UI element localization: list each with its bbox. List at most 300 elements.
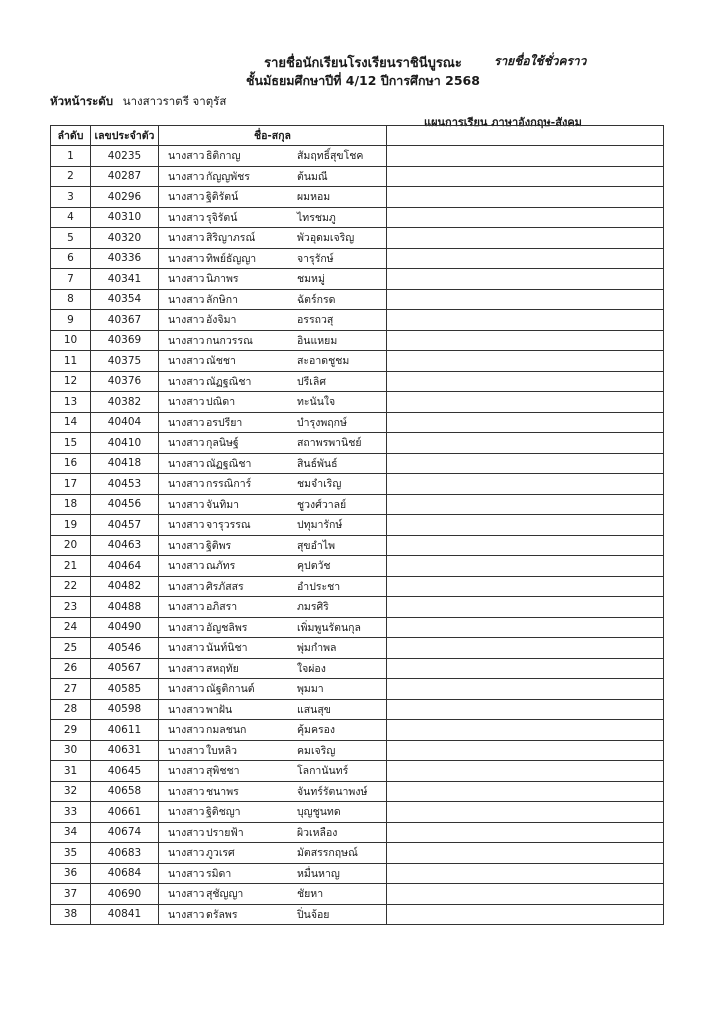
table-row [51, 638, 664, 659]
blank-cell [387, 248, 664, 269]
row-number: 18 [51, 494, 91, 515]
row-number: 30 [51, 740, 91, 761]
name-title: นางสาว [168, 908, 205, 921]
last-name: ชัยหา [297, 888, 324, 901]
name-title: นางสาว [168, 621, 205, 634]
first-name: ดรัลพร [206, 908, 238, 921]
blank-cell [387, 351, 664, 372]
row-number: 25 [51, 638, 91, 659]
student-id: 40546 [91, 638, 159, 659]
first-name: ใบหลิว [206, 744, 238, 757]
row-number: 21 [51, 556, 91, 577]
student-name [159, 576, 387, 597]
row-number: 38 [51, 904, 91, 925]
table-row [51, 884, 664, 905]
table-row [51, 228, 664, 249]
student-id: 40463 [91, 535, 159, 556]
name-title: นางสาว [168, 847, 205, 860]
student-name [159, 843, 387, 864]
last-name: คุปตวัช [297, 560, 331, 573]
student-name [159, 720, 387, 741]
table-row [51, 720, 664, 741]
student-id: 40482 [91, 576, 159, 597]
first-name: ชนาพร [206, 785, 239, 798]
student-id: 40585 [91, 679, 159, 700]
first-name: สิริญาภรณ์ [206, 232, 256, 245]
student-name [159, 904, 387, 925]
table-row [51, 617, 664, 638]
row-number: 35 [51, 843, 91, 864]
student-id: 40418 [91, 453, 159, 474]
first-name: ปรายฟ้า [206, 826, 244, 839]
document-subtitle: ชั้นมัธยมศึกษาปีที่ 4/12 ปีการศึกษา 2568 [246, 73, 480, 88]
last-name: พัวอุดมเจริญ [297, 232, 355, 245]
name-title: นางสาว [168, 498, 205, 511]
first-name: อังจิมา [206, 314, 237, 327]
blank-cell [387, 146, 664, 167]
student-name [159, 351, 387, 372]
table-row [51, 597, 664, 618]
blank-cell [387, 494, 664, 515]
student-id: 40235 [91, 146, 159, 167]
student-name [159, 228, 387, 249]
last-name: สถาพรพานิชย์ [297, 437, 362, 450]
name-title: นางสาว [168, 806, 205, 819]
student-name [159, 535, 387, 556]
first-name: พาฝัน [206, 703, 233, 716]
table-row [51, 515, 664, 536]
student-id: 40684 [91, 863, 159, 884]
first-name: ฐิติพร [206, 539, 232, 552]
column-header-no: ลำดับ [51, 126, 91, 146]
row-number: 16 [51, 453, 91, 474]
table-row [51, 412, 664, 433]
first-name: รุจิรัตน์ [206, 211, 238, 224]
last-name: สะอาดชูชม [297, 355, 350, 368]
table-row [51, 822, 664, 843]
table-row [51, 207, 664, 228]
table-row [51, 310, 664, 331]
first-name: ณัฏฐณิชา [206, 375, 252, 388]
row-number: 33 [51, 802, 91, 823]
name-title: นางสาว [168, 375, 205, 388]
student-name [159, 248, 387, 269]
first-name: สุพิชชา [206, 765, 240, 778]
student-name [159, 453, 387, 474]
first-name: กนกวรรณ [206, 334, 253, 347]
name-title: นางสาว [168, 232, 205, 245]
name-title: นางสาว [168, 539, 205, 552]
row-number: 32 [51, 781, 91, 802]
student-id: 40661 [91, 802, 159, 823]
row-number: 23 [51, 597, 91, 618]
table-row [51, 699, 664, 720]
first-name: ฐิติรัตน์ [206, 191, 239, 204]
first-name: ฐิติชญา [206, 806, 241, 819]
student-name [159, 269, 387, 290]
blank-cell [387, 761, 664, 782]
blank-cell [387, 207, 664, 228]
row-number: 2 [51, 166, 91, 187]
name-title: นางสาว [168, 457, 205, 470]
student-id: 40674 [91, 822, 159, 843]
blank-cell [387, 453, 664, 474]
student-id: 40376 [91, 371, 159, 392]
name-title: นางสาว [168, 273, 205, 286]
row-number: 24 [51, 617, 91, 638]
student-name [159, 740, 387, 761]
student-name [159, 494, 387, 515]
last-name: ภมรศิริ [297, 601, 329, 614]
name-title: นางสาว [168, 416, 205, 429]
last-name: บุญชูนทด [297, 806, 341, 819]
last-name: ผมหอม [297, 191, 331, 204]
row-number: 22 [51, 576, 91, 597]
student-roster-table [50, 125, 664, 925]
last-name: ชมจำเริญ [297, 478, 342, 491]
row-number: 37 [51, 884, 91, 905]
student-name [159, 761, 387, 782]
row-number: 28 [51, 699, 91, 720]
last-name: ต้นมณี [297, 170, 328, 183]
name-title: นางสาว [168, 478, 205, 491]
last-name: ปิ่นจ้อย [297, 908, 330, 921]
blank-cell [387, 433, 664, 454]
first-name: ลักษิกา [206, 293, 238, 306]
blank-cell [387, 658, 664, 679]
blank-cell [387, 269, 664, 290]
blank-cell [387, 843, 664, 864]
name-title: นางสาว [168, 867, 205, 880]
blank-cell [387, 228, 664, 249]
blank-cell [387, 474, 664, 495]
name-title: นางสาว [168, 170, 205, 183]
student-name [159, 658, 387, 679]
blank-cell [387, 617, 664, 638]
blank-cell [387, 392, 664, 413]
table-row [51, 556, 664, 577]
student-name [159, 556, 387, 577]
student-name [159, 166, 387, 187]
name-title: นางสาว [168, 785, 205, 798]
blank-cell [387, 822, 664, 843]
table-row [51, 453, 664, 474]
first-name: อัญชลิพร [206, 621, 248, 634]
name-title: นางสาว [168, 314, 205, 327]
row-number: 36 [51, 863, 91, 884]
table-row [51, 576, 664, 597]
student-name [159, 597, 387, 618]
name-title: นางสาว [168, 601, 205, 614]
row-number: 8 [51, 289, 91, 310]
student-id: 40287 [91, 166, 159, 187]
blank-cell [387, 371, 664, 392]
name-title: นางสาว [168, 744, 205, 757]
student-id: 40320 [91, 228, 159, 249]
last-name: จันทร์รัตนาพงษ์ [297, 785, 368, 798]
table-header-row [51, 126, 664, 146]
blank-cell [387, 638, 664, 659]
row-number: 34 [51, 822, 91, 843]
first-name: ธิติกาญ [206, 150, 241, 163]
student-id: 40690 [91, 884, 159, 905]
blank-cell [387, 535, 664, 556]
row-number: 12 [51, 371, 91, 392]
table-row [51, 535, 664, 556]
table-row [51, 433, 664, 454]
row-number: 5 [51, 228, 91, 249]
student-name [159, 187, 387, 208]
last-name: คมเจริญ [297, 744, 336, 757]
last-name: คุ้มครอง [297, 724, 336, 737]
blank-cell [387, 699, 664, 720]
student-name [159, 330, 387, 351]
column-header-student-id: เลขประจำตัว [91, 126, 159, 146]
student-name [159, 392, 387, 413]
student-id: 40567 [91, 658, 159, 679]
last-name: สัมฤทธิ์สุขโชค [297, 150, 364, 163]
student-id: 40296 [91, 187, 159, 208]
first-name: กมลชนก [206, 724, 247, 737]
row-number: 3 [51, 187, 91, 208]
blank-cell [387, 556, 664, 577]
student-name [159, 474, 387, 495]
last-name: ปทุมารักษ์ [297, 519, 343, 532]
last-name: ปรีเลิศ [297, 375, 326, 388]
table-row [51, 863, 664, 884]
table-row [51, 781, 664, 802]
blank-cell [387, 310, 664, 331]
blank-cell [387, 289, 664, 310]
table-row [51, 658, 664, 679]
student-id: 40457 [91, 515, 159, 536]
table-row [51, 474, 664, 495]
row-number: 27 [51, 679, 91, 700]
table-row [51, 371, 664, 392]
first-name: ทิพย์ธัญญา [206, 252, 257, 265]
head-of-level-name: นางสาวราตรี จาตุรัส [122, 94, 227, 108]
student-id: 40367 [91, 310, 159, 331]
row-number: 9 [51, 310, 91, 331]
student-id: 40456 [91, 494, 159, 515]
name-title: นางสาว [168, 252, 205, 265]
student-name [159, 679, 387, 700]
first-name: อภิสรา [206, 601, 238, 614]
name-title: นางสาว [168, 765, 205, 778]
last-name: อำประชา [297, 580, 341, 593]
student-name [159, 699, 387, 720]
first-name: รมิดา [206, 867, 232, 880]
first-name: ศิรภัสสร [206, 580, 244, 593]
first-name: ณภัทร [206, 560, 236, 573]
table-row [51, 740, 664, 761]
blank-cell [387, 904, 664, 925]
row-number: 15 [51, 433, 91, 454]
table-row [51, 351, 664, 372]
name-title: นางสาว [168, 662, 205, 675]
last-name: ไทรชมภู [297, 211, 336, 224]
student-name [159, 289, 387, 310]
name-title: นางสาว [168, 191, 205, 204]
row-number: 19 [51, 515, 91, 536]
table-row [51, 289, 664, 310]
name-title: นางสาว [168, 211, 205, 224]
student-name [159, 433, 387, 454]
first-name: สหฤทัย [206, 662, 239, 675]
student-id: 40658 [91, 781, 159, 802]
name-title: นางสาว [168, 683, 205, 696]
table-row [51, 761, 664, 782]
student-id: 40488 [91, 597, 159, 618]
last-name: ฉัตร์กรด [297, 293, 336, 306]
first-name: สุชัญญา [206, 888, 244, 901]
student-name [159, 822, 387, 843]
row-number: 6 [51, 248, 91, 269]
first-name: ปณิดา [206, 396, 236, 409]
last-name: ใจผ่อง [297, 662, 326, 675]
column-header-blank [387, 126, 664, 146]
row-number: 4 [51, 207, 91, 228]
table-row [51, 904, 664, 925]
last-name: หมื่นหาญ [297, 867, 340, 880]
last-name: ชูวงศ์วาลย์ [297, 498, 347, 511]
last-name: จารุรักษ์ [297, 252, 334, 265]
table-row [51, 802, 664, 823]
blank-cell [387, 166, 664, 187]
blank-cell [387, 412, 664, 433]
last-name: โลกานันทร์ [297, 765, 349, 778]
row-number: 13 [51, 392, 91, 413]
blank-cell [387, 884, 664, 905]
first-name: ณัชชา [206, 355, 236, 368]
student-id: 40369 [91, 330, 159, 351]
last-name: บำรุงพฤกษ์ [297, 416, 347, 429]
student-id: 40683 [91, 843, 159, 864]
column-header-full-name: ชื่อ-สกุล [159, 126, 387, 146]
table-body [51, 146, 664, 925]
blank-cell [387, 515, 664, 536]
last-name: แสนสุข [297, 703, 331, 716]
student-name [159, 412, 387, 433]
row-number: 11 [51, 351, 91, 372]
table-row [51, 843, 664, 864]
student-id: 40382 [91, 392, 159, 413]
student-id: 40336 [91, 248, 159, 269]
last-name: พุ่มกำพล [297, 642, 337, 655]
row-number: 1 [51, 146, 91, 167]
row-number: 7 [51, 269, 91, 290]
first-name: อรปรียา [206, 416, 243, 429]
student-id: 40598 [91, 699, 159, 720]
student-id: 40341 [91, 269, 159, 290]
student-id: 40354 [91, 289, 159, 310]
first-name: กัญญพัชร [206, 170, 250, 183]
blank-cell [387, 720, 664, 741]
name-title: นางสาว [168, 724, 205, 737]
blank-cell [387, 802, 664, 823]
table-row [51, 166, 664, 187]
student-id: 40410 [91, 433, 159, 454]
name-title: นางสาว [168, 826, 205, 839]
last-name: สุขอำไพ [297, 539, 335, 552]
last-name: สินธ์พันธ์ [297, 457, 338, 470]
name-title: นางสาว [168, 396, 205, 409]
study-plan: แผนการเรียน ภาษาอังกฤษ-สังคม [424, 116, 582, 129]
blank-cell [387, 781, 664, 802]
first-name: นันท์นิชา [206, 642, 248, 655]
table-row [51, 494, 664, 515]
last-name: อรรถวสุ [297, 314, 334, 327]
last-name: ชมหมู่ [297, 273, 325, 286]
student-name [159, 515, 387, 536]
blank-cell [387, 576, 664, 597]
first-name: จันทิมา [206, 498, 240, 511]
student-id: 40841 [91, 904, 159, 925]
name-title: นางสาว [168, 355, 205, 368]
first-name: นิภาพร [206, 273, 239, 286]
first-name: กุลนิษฐ์ [206, 437, 239, 450]
first-name: ภูวเรศ [206, 847, 235, 860]
blank-cell [387, 863, 664, 884]
student-id: 40490 [91, 617, 159, 638]
head-of-level [50, 93, 226, 111]
name-title: นางสาว [168, 703, 205, 716]
last-name: พุมมา [297, 683, 324, 696]
last-name: ผิวเหลือง [297, 826, 338, 839]
name-title: นางสาว [168, 150, 205, 163]
student-id: 40310 [91, 207, 159, 228]
last-name: มัตสรรกฤษณ์ [297, 847, 358, 860]
student-name [159, 884, 387, 905]
blank-cell [387, 330, 664, 351]
first-name: กรรณิการ์ [206, 478, 252, 491]
row-number: 10 [51, 330, 91, 351]
table-row [51, 392, 664, 413]
name-title: นางสาว [168, 334, 205, 347]
student-name [159, 146, 387, 167]
row-number: 31 [51, 761, 91, 782]
table-row [51, 679, 664, 700]
blank-cell [387, 679, 664, 700]
table-row [51, 269, 664, 290]
name-title: นางสาว [168, 642, 205, 655]
student-name [159, 802, 387, 823]
table-row [51, 146, 664, 167]
first-name: จารุวรรณ [206, 519, 251, 532]
row-number: 20 [51, 535, 91, 556]
blank-cell [387, 740, 664, 761]
table-row [51, 248, 664, 269]
student-id: 40375 [91, 351, 159, 372]
row-number: 14 [51, 412, 91, 433]
student-name [159, 863, 387, 884]
temporary-list-label: รายชื่อใช้ชั่วคราว [494, 54, 587, 68]
first-name: ณัฏฐณิชา [206, 457, 252, 470]
document-title: รายชื่อนักเรียนโรงเรียนราชินีบูรณะ [264, 56, 462, 71]
row-number: 29 [51, 720, 91, 741]
student-name [159, 310, 387, 331]
student-name [159, 207, 387, 228]
name-title: นางสาว [168, 560, 205, 573]
student-name [159, 617, 387, 638]
student-id: 40464 [91, 556, 159, 577]
name-title: นางสาว [168, 293, 205, 306]
blank-cell [387, 597, 664, 618]
table-row [51, 330, 664, 351]
name-title: นางสาว [168, 437, 205, 450]
student-name [159, 638, 387, 659]
student-name [159, 371, 387, 392]
